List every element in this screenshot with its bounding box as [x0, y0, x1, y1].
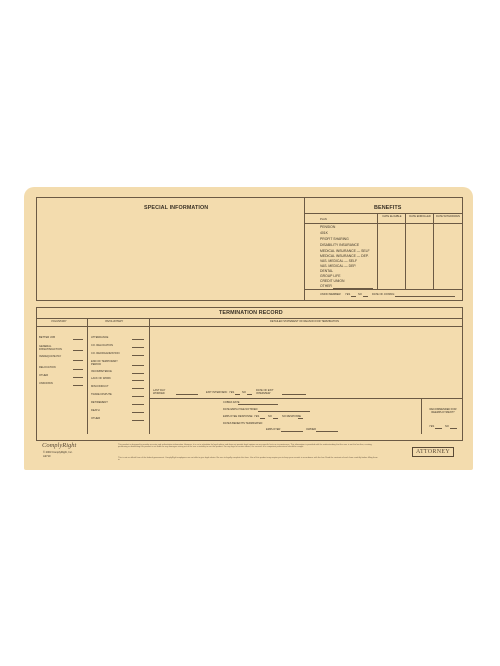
cobra-date-label: COBRA DATE [223, 401, 240, 404]
involuntary-reason: DEATH [91, 409, 100, 412]
voluntary-reason: INADEQUATE PAY [39, 355, 62, 358]
complyright-logo: ComplyRight [42, 442, 77, 449]
union-yes-line[interactable] [351, 294, 356, 297]
no-response-line[interactable] [298, 416, 303, 419]
voluntary-reason: UNKNOWN [39, 382, 53, 385]
last-day-worked-label: LAST DAY WORKED [153, 389, 166, 395]
exit-interview-label: EXIT INTERVIEW: [206, 391, 228, 394]
involuntary-reason: ATTENDANCE [91, 336, 109, 339]
detailed-statement-area[interactable] [150, 327, 462, 385]
col-date-withdrawn: DATE WITHDRAWN [436, 215, 460, 218]
response-no-label: NO [268, 415, 272, 418]
employee-response-label: EMPLOYEE RESPONSE: [223, 415, 254, 418]
col-voluntary: VOLUNTARY [51, 320, 67, 323]
date-of-joining-label: DATE OF JOINING: [372, 293, 396, 296]
employer-line[interactable] [281, 429, 303, 432]
plan-item: DENTAL [320, 269, 334, 273]
recommended-label: RECOMMENDED FOR REEMPLOYMENT? [429, 408, 457, 415]
voluntary-reason: GENERAL DISSATISFACTION [39, 345, 62, 351]
benefits-title: BENEFITS [374, 205, 402, 211]
involuntary-reason: OTHER [91, 417, 101, 420]
involuntary-reason: INCOMPETENCE [91, 370, 112, 373]
involuntary-reason: LACK OF WORK [91, 377, 111, 380]
complyright-copyright: © 2003 ComplyRight, Inc. [43, 451, 73, 454]
owner-label: OWNER [306, 428, 316, 431]
exit-yes-line[interactable] [235, 392, 240, 395]
reason-check-line[interactable] [132, 371, 144, 374]
file-folder [24, 187, 473, 470]
union-no-label: NO [358, 293, 362, 296]
exit-yes-label: YES [229, 391, 235, 394]
involuntary-reason: CO. REORGANIZATION [91, 352, 120, 355]
termination-record-title: TERMINATION RECORD [219, 310, 283, 316]
reason-check-line[interactable] [73, 348, 83, 351]
reason-check-line[interactable] [132, 345, 144, 348]
response-no-line[interactable] [273, 416, 278, 419]
cobra-date-line[interactable] [238, 402, 278, 405]
voluntary-reason: BETTER JOB [39, 336, 55, 339]
plan-item: VAS. MEDICAL — DEP. [320, 264, 357, 268]
response-yes-line[interactable] [260, 416, 265, 419]
recommend-no-label: NO [445, 425, 449, 428]
col-involuntary: INVOLUNTARY [105, 320, 124, 323]
plan-item: DISABILITY INSURANCE [320, 243, 360, 247]
plan-item: MEDICAL INSURANCE — DEP. [320, 254, 369, 258]
col-date-eligible: DATE ELIGIBLE [382, 215, 402, 218]
union-yes-label: YES [345, 293, 351, 296]
special-information-title: SPECIAL INFORMATION [144, 205, 209, 211]
voluntary-reason: OTHER [39, 374, 49, 377]
plan-item: PROFIT SHARING [320, 237, 349, 241]
col-date-enrolled: DATE ENROLLED [409, 215, 431, 218]
involuntary-reason: RETIREMENT [91, 401, 108, 404]
recommend-yes-line[interactable] [435, 426, 442, 429]
reason-check-line[interactable] [132, 337, 144, 340]
fine-print-disclaimer: This product is designed to provide accurate and authoritative information. However, it is not a substitute for legal advice and does not provide legal opinion on any specific facts or circumstances. This information is provided with the understanding that the user is not the law firm, creating, performing or distributing this product is not liable for any damages arising out of the use or inability to use this product. For any legal or certain advice, the services of a competent professional should be sought. [118, 444, 373, 449]
union-member-label: UNION MEMBER: [320, 293, 342, 296]
reason-check-line[interactable] [73, 375, 83, 378]
plan-item: MEDICAL INSURANCE — SELF [320, 249, 370, 253]
owner-line[interactable] [316, 429, 338, 432]
reason-check-line[interactable] [132, 418, 144, 421]
reason-check-line[interactable] [132, 386, 144, 389]
exit-no-line[interactable] [247, 392, 252, 395]
plan-item: PENSION [320, 225, 336, 229]
date-of-joining-line[interactable] [395, 294, 455, 297]
plan-item: GROUP LIFE [320, 274, 341, 278]
reason-check-line[interactable] [132, 378, 144, 381]
recommend-no-line[interactable] [450, 426, 457, 429]
date-of-exit-line[interactable] [282, 392, 306, 395]
col-plan: PLAN [320, 218, 327, 221]
reason-check-line[interactable] [73, 383, 83, 386]
attorney-logo: ATTORNEY [412, 447, 454, 457]
involuntary-reason: MISCONDUCT [91, 385, 109, 388]
employer-label: EMPLOYER [266, 428, 281, 431]
plan-item: VAS. MEDICAL — SELF [320, 259, 358, 263]
involuntary-reason: TRADE DISPUTE [91, 393, 112, 396]
date-notified-label: DATE EMPLOYEE NOTIFIED [223, 408, 258, 411]
reason-check-line[interactable] [132, 402, 144, 405]
employee-record-form [36, 197, 463, 441]
plan-item: CREDIT UNION [320, 279, 345, 283]
reason-check-line[interactable] [73, 367, 83, 370]
recommend-yes-label: YES [429, 425, 435, 428]
last-day-worked-line[interactable] [176, 392, 198, 395]
reason-check-line[interactable] [73, 358, 83, 361]
reason-check-line[interactable] [132, 410, 144, 413]
date-notified-line[interactable] [258, 409, 310, 412]
reason-check-line[interactable] [132, 394, 144, 397]
involuntary-reason: CO. RELOCATION [91, 344, 114, 347]
plan-item: 401K [320, 231, 328, 235]
complyright-code: A2710 [43, 455, 51, 458]
fine-print-notice: This is not an official form of the federal government. ComplyRight employees are not able to give legal advice. Be sure to legally complete this form. Use of this product may require you to keep your records in accordance with the law. Read the contents of each form carefully before filling them in. [118, 457, 378, 462]
date-benefits-terminated-label: DATES BENEFITS TERMINATED: [223, 422, 263, 425]
response-yes-label: YES [254, 415, 260, 418]
union-no-line[interactable] [363, 294, 368, 297]
col-detailed-statement: DETAILED STATEMENT OF REASON FOR TERMINATION [270, 320, 340, 323]
reason-check-line[interactable] [132, 353, 144, 356]
exit-no-label: NO [242, 391, 246, 394]
voluntary-reason: RELOCATION [39, 366, 56, 369]
no-response-label: NO RESPONSE [282, 415, 302, 418]
plan-item: OTHER [320, 284, 332, 288]
date-of-exit-label: DATE OF EXIT INTERVIEW [256, 389, 274, 395]
reason-check-line[interactable] [132, 363, 144, 366]
reason-check-line[interactable] [73, 337, 83, 340]
involuntary-reason: END OF TEMPORARY PERIOD [91, 360, 118, 366]
